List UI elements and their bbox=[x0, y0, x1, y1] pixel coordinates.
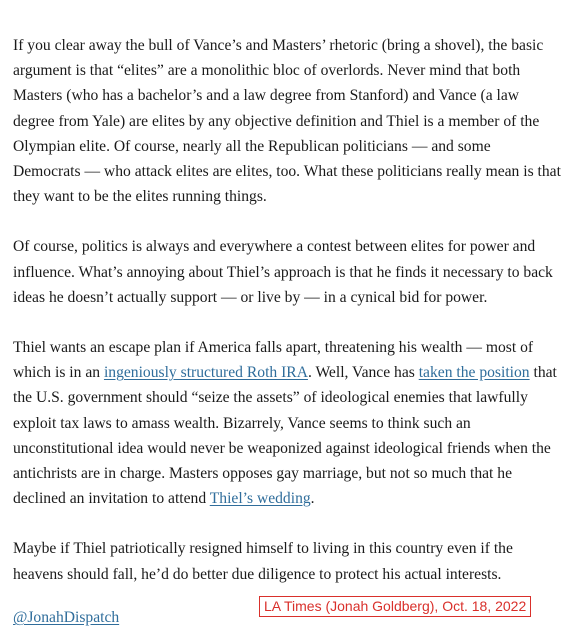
paragraph-text: that the U.S. government should “seize the assets” of ideological enemies that lawfully exploit tax laws to amass wealth. Bizarrely, Vance seems to think such an unconstitutional idea would never be weaponized against ideological friends when the antichrists are in charge. Masters opposes gay marriage, but not so much that he declined an invitation to attend bbox=[13, 364, 557, 508]
paragraph-text: . Well, Vance has bbox=[307, 364, 419, 382]
author-handle-link[interactable]: @JonahDispatch bbox=[13, 609, 120, 626]
paragraph-text: . bbox=[310, 490, 315, 508]
roth-ira-link[interactable]: ingeniously structured Roth IRA bbox=[103, 364, 308, 382]
cutoff-previous-line bbox=[13, 0, 561, 8]
taken-position-link[interactable]: taken the position bbox=[418, 364, 530, 382]
article-body bbox=[13, 0, 561, 612]
paragraph-escape-plan bbox=[13, 335, 561, 511]
paragraph-conclusion: Maybe if Thiel patriotically resigned himself to living in this country even if the heavens should fall, he’d do better due diligence to protect his actual interests. bbox=[13, 540, 513, 583]
paragraph-elites: If you clear away the bull of Vance’s and Masters’ rhetoric (bring a shovel), the basic argument is that “elites” are a monolithic bloc of overlords. Never mind that both Masters (who has a bachelor’s and a law degree from Stanford) and Vance (a law degree from Yale) are elites by any objective definition and Thiel is a member of the Olympian elite. Of course, nearly all the Republican politicians — and some Democrats — who attack elites are elites, too. What these politicians really mean is that they want to be the elites running things. bbox=[13, 37, 561, 206]
source-citation-badge: LA Times (Jonah Goldberg), Oct. 18, 2022 bbox=[259, 596, 531, 617]
thiels-wedding-link[interactable]: Thiel’s wedding bbox=[209, 490, 311, 508]
footer bbox=[13, 598, 561, 631]
paragraph-text: Thiel wants an escape plan if America falls apart, threatening his wealth — most of which is in an bbox=[13, 339, 534, 382]
paragraph-politics: Of course, politics is always and everywhere a contest between elites for power and influence. What’s annoying about Thiel’s approach is that he finds it necessary to back ideas he doesn’t actually support — or live by — in a cynical bid for power. bbox=[13, 238, 553, 306]
